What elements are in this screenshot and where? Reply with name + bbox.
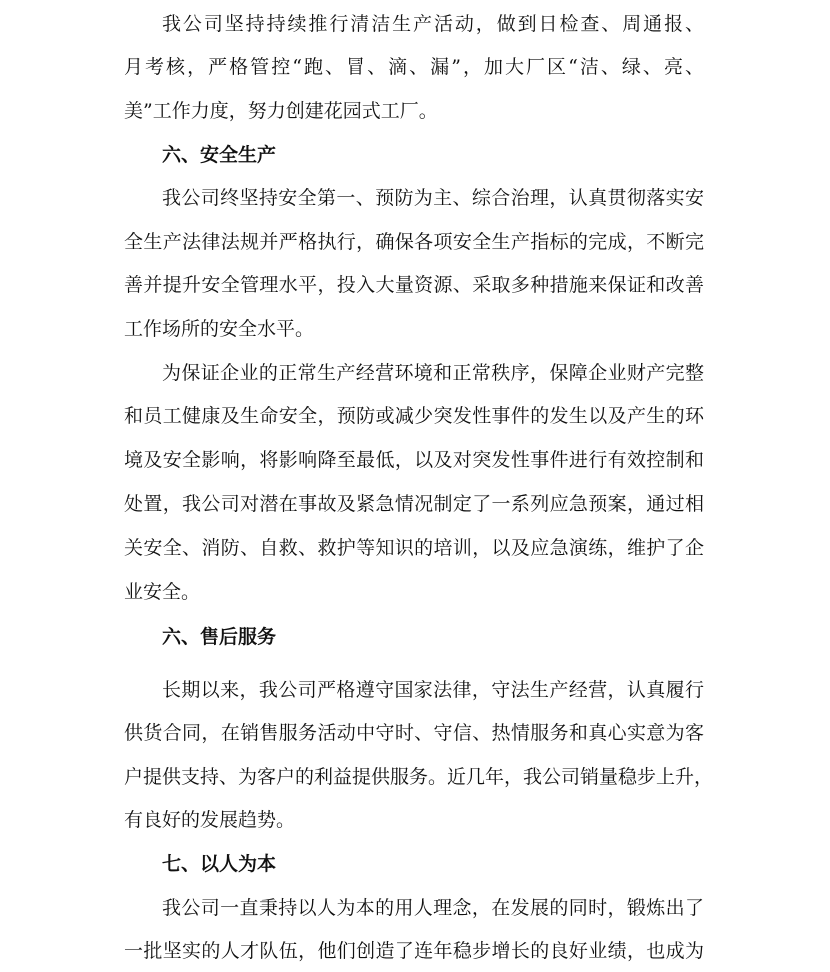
section-heading-people-first: 七、以人为本 (162, 853, 277, 875)
text-line: 我公司终坚持安全第一、预防为主、综合治理，认真贯彻落实安 (162, 187, 704, 209)
section-heading-after-sales: 六、售后服务 (162, 626, 277, 648)
text-line: 全生产法律法规并严格执行，确保各项安全生产指标的完成，不断完 (124, 231, 704, 253)
text-line: 供货合同，在销售服务活动中守时、守信、热情服务和真心实意为客 (124, 722, 704, 744)
text-line: 我公司坚持持续推行清洁生产活动，做到日检查、周通报、 (162, 13, 704, 35)
text-line: 和员工健康及生命安全，预防或减少突发性事件的发生以及产生的环 (124, 405, 704, 427)
text-line: 有良好的发展趋势。 (124, 809, 296, 831)
text-line: 一批坚实的人才队伍，他们创造了连年稳步增长的良好业绩，也成为 (124, 940, 704, 962)
text-line: 境及安全影响，将影响降至最低，以及对突发性事件进行有效控制和 (124, 449, 704, 471)
text-line: 美”工作力度，努力创建花园式工厂。 (124, 100, 438, 122)
text-line: 长期以来，我公司严格遵守国家法律，守法生产经营，认真履行 (162, 679, 704, 701)
text-line: 为保证企业的正常生产经营环境和正常秩序，保障企业财产完整 (162, 362, 704, 384)
text-line: 工作场所的安全水平。 (124, 318, 315, 340)
text-line: 处置，我公司对潜在事故及紧急情况制定了一系列应急预案，通过相 (124, 493, 704, 515)
section-heading-safety: 六、安全生产 (162, 144, 277, 166)
text-line: 月考核，严格管控“跑、冒、滴、漏”，加大厂区“洁、绿、亮、 (124, 56, 704, 78)
text-line: 业安全。 (124, 581, 201, 603)
text-line: 关安全、消防、自救、救护等知识的培训，以及应急演练，维护了企 (124, 537, 704, 559)
text-line: 户提供支持、为客户的利益提供服务。近几年，我公司销量稳步上升， (124, 766, 714, 788)
text-line: 善并提升安全管理水平，投入大量资源、采取多种措施来保证和改善 (124, 274, 704, 296)
text-line: 我公司一直秉持以人为本的用人理念，在发展的同时，锻炼出了 (162, 897, 704, 919)
